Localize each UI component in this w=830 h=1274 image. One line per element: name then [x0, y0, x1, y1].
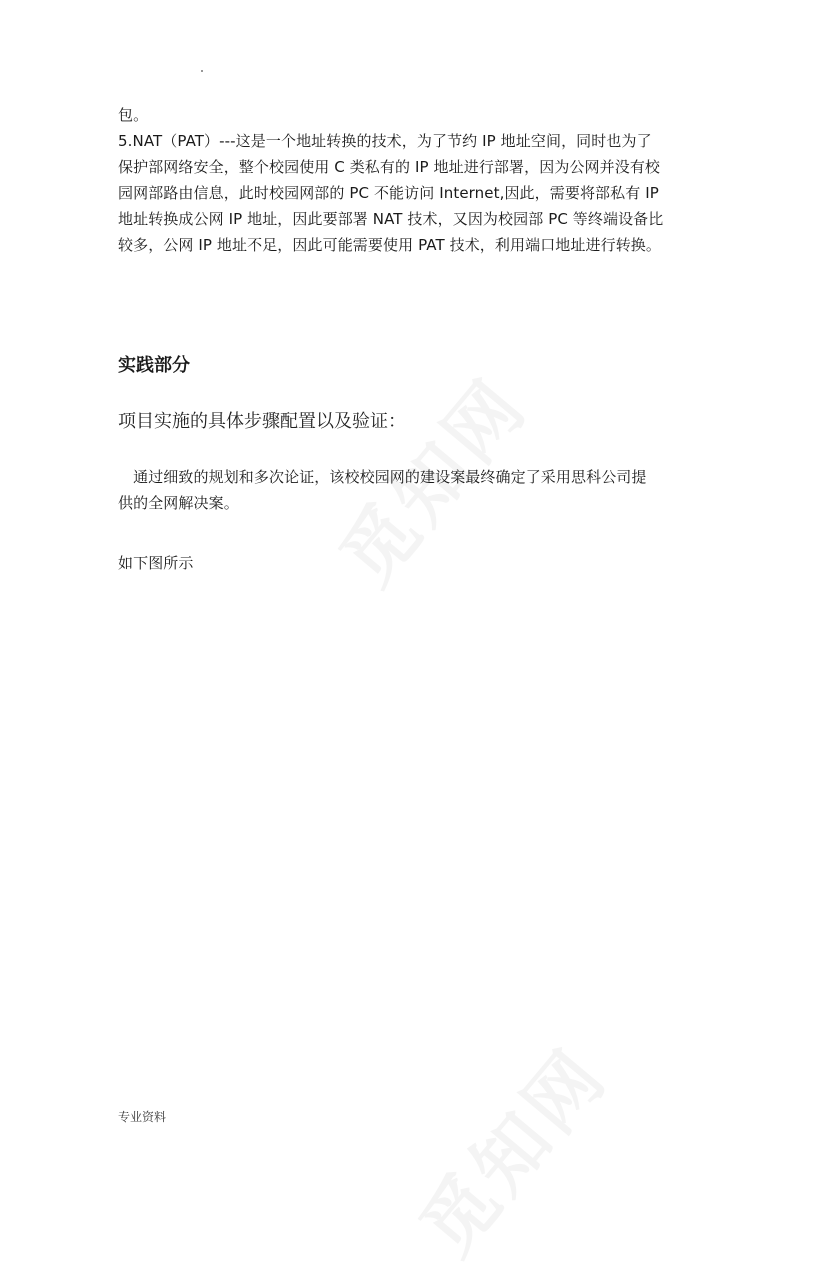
page-footer: 专业资料 [118, 1110, 167, 1124]
paragraph-line: 供的全网解决案。 [118, 494, 239, 512]
header-mark [201, 70, 203, 72]
solution-paragraph [118, 464, 718, 516]
section-title: 实践部分 [118, 355, 190, 376]
paragraph-line: 5.NAT（PAT）---这是一个地址转换的技术，为了节约 IP 地址空间，同时也为了 [118, 132, 652, 150]
paragraph-line: 较多，公网 IP 地址不足，因此可能需要使用 PAT 技术，利用端口地址进行转换。 [118, 236, 661, 254]
paragraph-line: 包。 [118, 106, 149, 124]
nat-paragraph [118, 102, 718, 258]
watermark-lower [392, 1006, 628, 1263]
paragraph-line: 保护部网络安全，整个校园使用 C 类私有的 IP 地址进行部署，因为公网并没有校 [118, 158, 661, 176]
section-subtitle: 项目实施的具体步骤配置以及验证： [118, 411, 406, 432]
figure-caption: 如下图所示 [118, 554, 194, 572]
paragraph-line: 通过细致的规划和多次论证，该校校园网的建设案最终确定了采用思科公司提 [118, 468, 647, 486]
paragraph-line: 地址转换成公网 IP 地址，因此要部署 NAT 技术，又因为校园部 PC 等终端设备比 [118, 210, 664, 228]
paragraph-line: 园网部路由信息，此时校园网部的 PC 不能访问 Internet,因此，需要将部私有 IP [118, 184, 659, 202]
